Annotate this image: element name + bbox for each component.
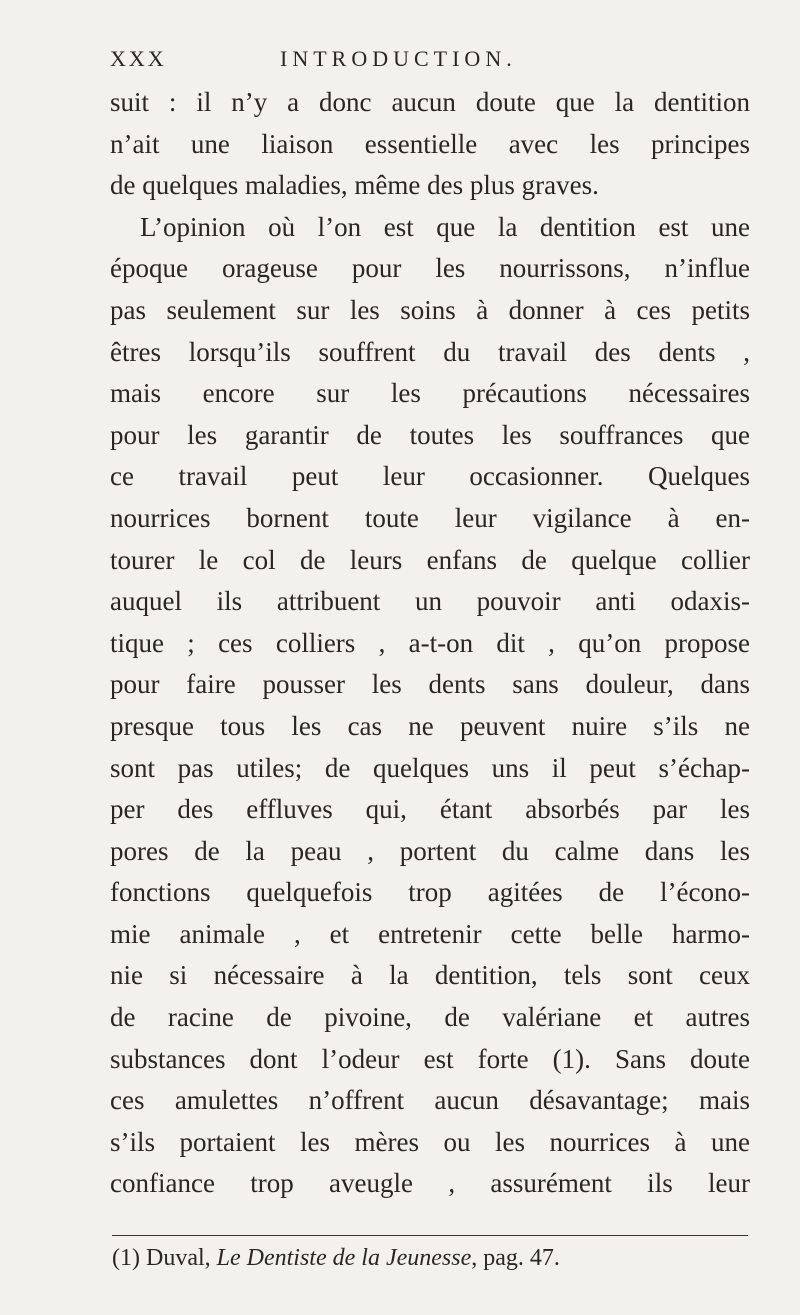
text-line: de racine de pivoine, de valériane et autres <box>110 1002 750 1033</box>
text-line: s’ils portaient les mères ou les nourrices à une <box>110 1126 750 1157</box>
text-line: per des effluves qui, étant absorbés par les <box>110 794 750 825</box>
text-line: fonctions quelquefois trop agitées de l’écono- <box>110 877 750 908</box>
text-line: presque tous les cas ne peuvent nuire s’ils ne <box>110 710 750 741</box>
footnote-work-title: Le Dentiste de la Jeunesse <box>216 1245 472 1271</box>
text-line: époque orageuse pour les nourrissons, n’influe <box>110 253 750 284</box>
text-line: pour faire pousser les dents sans douleur, dans <box>110 669 750 700</box>
text-line: de quelques maladies, même des plus graves. <box>110 170 599 201</box>
text-line: êtres lorsqu’ils souffrent du travail des dents , <box>110 336 750 367</box>
text-line: mie animale , et entretenir cette belle harmo- <box>110 918 750 949</box>
text-line: auquel ils attribuent un pouvoir anti odaxis- <box>110 586 750 617</box>
footnote-marker: (1) <box>112 1245 140 1271</box>
text-line: substances dont l’odeur est forte (1). Sans doute <box>110 1043 750 1074</box>
text-line: pas seulement sur les soins à donner à ces petits <box>110 294 750 325</box>
text-line: sont pas utiles; de quelques uns il peut s’échap- <box>110 752 750 783</box>
text-line: L’opinion où l’on est que la dentition est une <box>140 211 750 242</box>
text-line: suit : il n’y a donc aucun doute que la dentition <box>110 87 750 117</box>
footnote-rule <box>112 1235 748 1236</box>
footnote-page-ref: , pag. 47. <box>471 1245 560 1271</box>
page-folio: XXX <box>110 46 167 71</box>
text-line: ce travail peut leur occasionner. Quelques <box>110 461 750 492</box>
text-line: tourer le col de leurs enfans de quelque collier <box>110 544 750 575</box>
footnote <box>112 1245 752 1272</box>
text-line: pores de la peau , portent du calme dans les <box>110 835 750 866</box>
text-line: confiance trop aveugle , assurément ils leur <box>110 1168 750 1199</box>
footnote-author: Duval, <box>145 1245 211 1271</box>
text-line: mais encore sur les précautions nécessaires <box>110 378 750 409</box>
text-line: tique ; ces colliers , a-t-on dit , qu’on propose <box>110 627 750 658</box>
body-text <box>110 82 750 1205</box>
text-line: nie si nécessaire à la dentition, tels sont ceux <box>110 960 750 991</box>
text-line: n’ait une liaison essentielle avec les principes <box>110 128 750 159</box>
text-line: ces amulettes n’offrent aucun désavantage; mais <box>110 1085 750 1116</box>
text-line: pour les garantir de toutes les souffrances que <box>110 419 750 450</box>
chapter-title: INTRODUCTION. <box>280 46 517 71</box>
text-line: nourrices bornent toute leur vigilance à en- <box>110 502 750 533</box>
running-head <box>110 46 550 86</box>
